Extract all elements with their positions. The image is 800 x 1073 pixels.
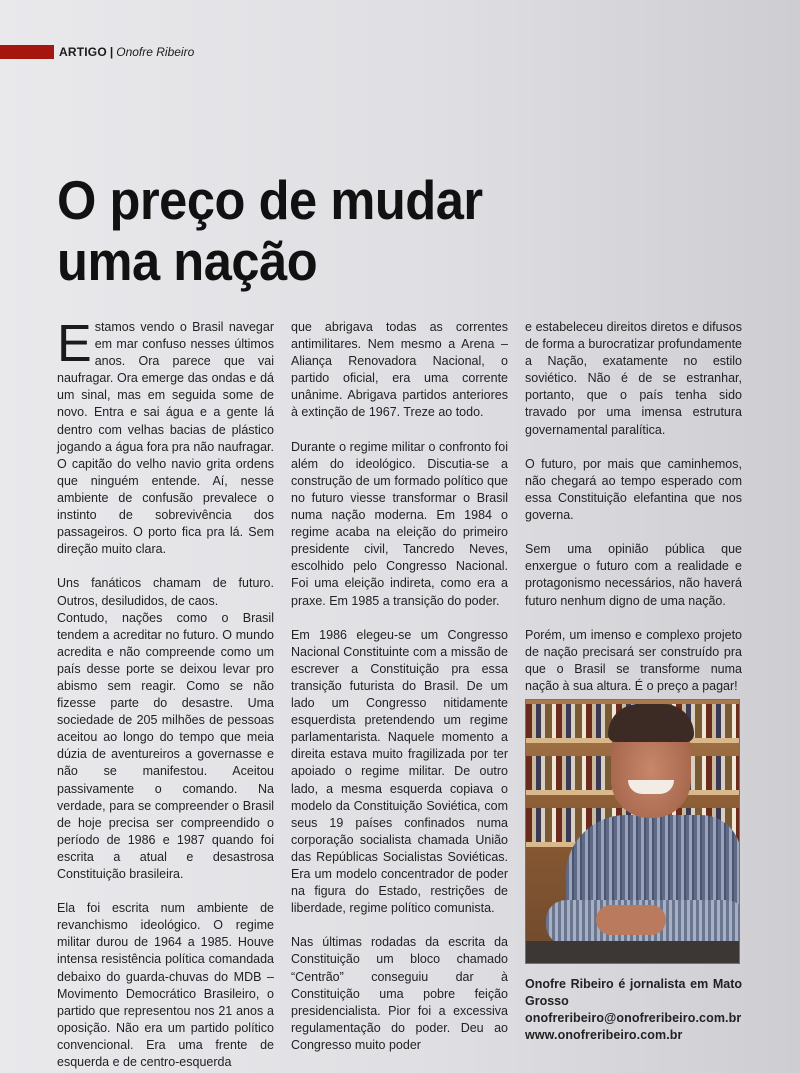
bio-email[interactable]: onofreribeiro@onofreribeiro.com.br xyxy=(525,1011,742,1026)
article-column-1 xyxy=(57,315,274,1073)
person-smile xyxy=(628,780,674,794)
person-hair xyxy=(608,704,694,742)
title-line-2: uma nação xyxy=(57,230,318,292)
header-accent-bar xyxy=(0,45,54,59)
header-separator: | xyxy=(109,45,114,59)
paragraph: Uns fanáticos chamam de futuro. Outros, desiludidos, de caos. xyxy=(57,576,274,608)
paragraph: Contudo, nações como o Brasil tendem a acreditar no futuro. O mundo acredita e não compreende como um país desse porte se deixou levar pro abismo sem reagir. Como se não fizesse parte do desastre. Uma sociedade de 205 milhões de pessoas aceitou ao longo do tempo que meia dúzia de aventureiros a governasse e não se manifestou. Aceitou passivamente o comando. Na verdade, para se compreender o Brasil de hoje precisa ser compreendido o período de 1986 e 1987 quando foi escrita a atual e desastrosa Constituição brasileira. xyxy=(57,610,274,881)
desk xyxy=(526,941,739,963)
bio-website[interactable]: www.onofreribeiro.com.br xyxy=(525,1028,683,1043)
paragraph: Durante o regime militar o confronto foi além do ideológico. Discutia-se a construção de um formado político que no futuro viesse transformar o Brasil numa nação moderna. Em 1984 o regime acaba na eleição do primeiro presidente civil, Tancredo Neves, escolhido pelo Congresso Nacional. Foi uma eleição indireta, como era a praxe. Em 1985 a transição do poder. xyxy=(291,439,508,608)
article-column-2 xyxy=(291,319,508,1071)
paragraph: e estabeleceu direitos diretos e difusos de forma a burocratizar profundamente a Nação, exatamente no estilo soviético. Não é de se estranhar, portanto, que o país tenha sido travado por uma imensa estrutura governamental paralítica. xyxy=(525,320,742,437)
article-title xyxy=(57,170,535,292)
paragraph-text: stamos vendo o Brasil navegar em mar confuso nesses últimos anos. Ora parece que vai naufragar. Ora emerge das ondas e dá um sinal, mas em seguida some de novo. Entra e sai água e a gente lá dentro com velhas bacias de plástico jogando a água fora pra não naufragar. O capitão do velho navio grita ordens que ninguém entende. Aí, nesse ambiente de confusão prevalece o instinto de sobrevivência dos passageiros. O porto fica pra lá. Sem direção muito clara. xyxy=(57,320,274,557)
author-photo xyxy=(525,699,740,964)
paragraph: O futuro, por mais que caminhemos, não chegará ao tempo esperado com essa Constituição elefantina que nos governa. xyxy=(525,456,742,523)
paragraph: que abrigava todas as correntes antimilitares. Nem mesmo a Arena – Aliança Renovadora Nacional, o partido oficial, era uma corrente unânime. Abrigava partidos anteriores à extinção de 1967. Treze ao todo. xyxy=(291,320,508,420)
header-author: Onofre Ribeiro xyxy=(116,45,195,59)
article-column-3 xyxy=(525,319,742,1044)
title-line-1: O preço de mudar xyxy=(57,169,483,231)
person-hands xyxy=(596,905,666,935)
paragraph: Em 1986 elegeu-se um Congresso Nacional Constituinte com a missão de escrever a Constituição pra essa transição futurista do Brasil. De um lado um Congresso nitidamente esquerdista pretendendo um regime parlamentarista. Naquele momento a direita estava muito fragilizada por ter apoiado o regime militar. De outro lado, a mesma esquerda copiava o modelo da Constituição Soviética, com seus 19 países confinados numa corporação socialista chamada União das Repúblicas Socialistas Soviéticas. Era um modelo concentrador de poder na figura do Estado, restrições de liberdade, regime político comunista. xyxy=(291,627,508,916)
author-bio xyxy=(525,976,742,1044)
paragraph: Porém, um imenso e complexo projeto de nação precisará ser construído pra que o Brasil se transforme numa nação à sua altura. É o preço a pagar! xyxy=(525,627,742,693)
section-label: ARTIGO xyxy=(59,45,107,59)
paragraph: Ela foi escrita num ambiente de revanchismo ideológico. O regime militar durou de 1964 a 1985. Houve intensa resistência política comandada debaixo do guarda-chuvas do MDB – Movimento Democrático Brasileiro, o partido que representou nos 21 anos a oposição. Não era um partido político convencional. Era uma frente de esquerda e de centro-esquerda xyxy=(57,901,274,1070)
bio-description: Onofre Ribeiro é jornalista em Mato Grosso xyxy=(525,977,742,1009)
paragraph xyxy=(57,315,274,558)
section-header xyxy=(59,45,194,59)
drop-cap: E xyxy=(57,315,92,373)
paragraph: Sem uma opinião pública que enxergue o futuro com a realidade e protagonismo necessários, não haverá futuro nenhum digno de uma nação. xyxy=(525,542,742,608)
paragraph: Nas últimas rodadas da escrita da Constituição um bloco chamado “Centrão” conseguiu dar à Constituição uma pobre feição presidencialista. Pior foi a excessiva regulamentação do poder. Deu ao Congresso muito poder xyxy=(291,935,508,1052)
